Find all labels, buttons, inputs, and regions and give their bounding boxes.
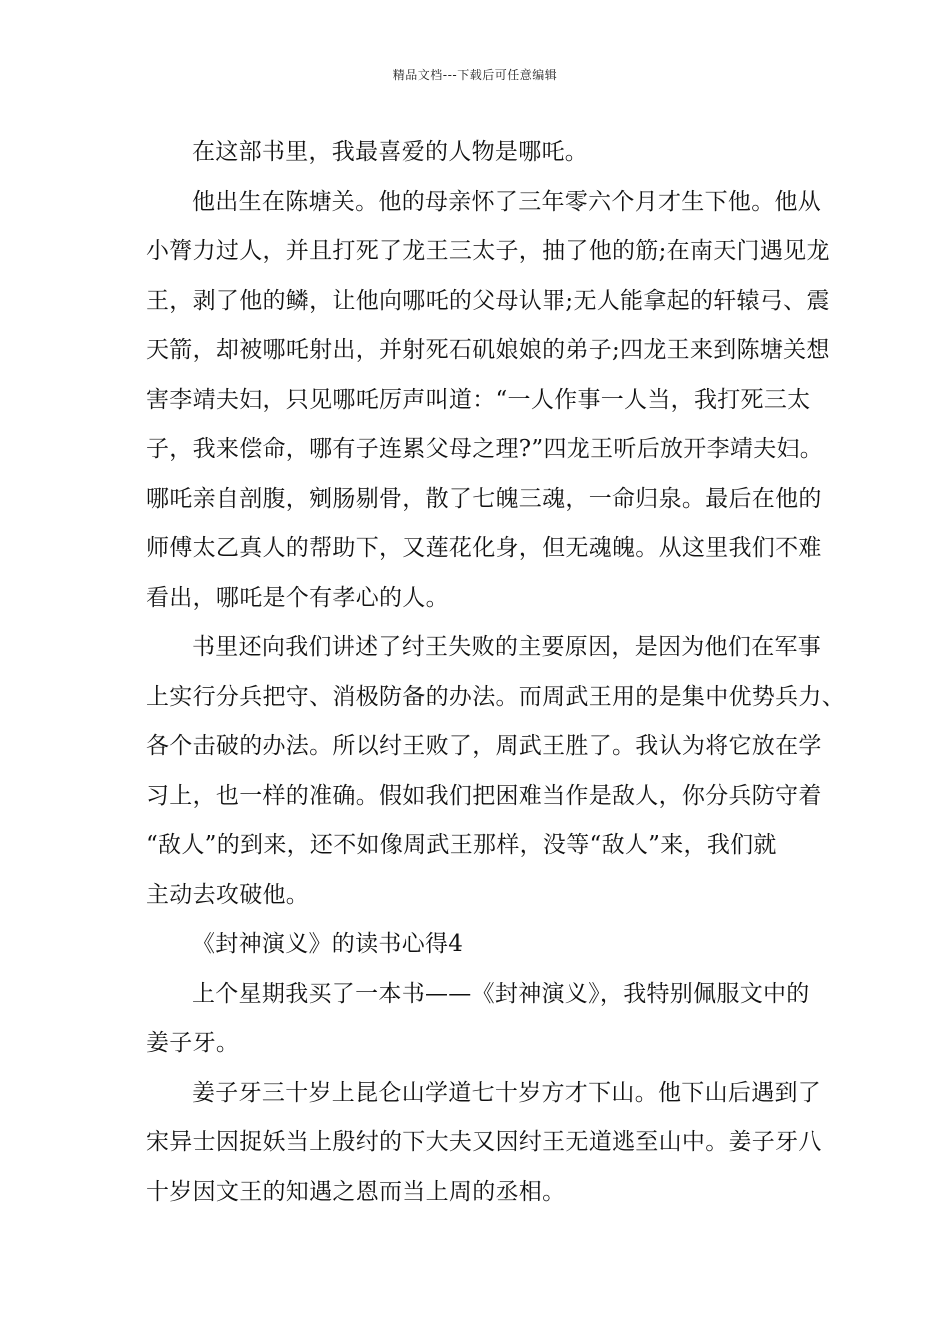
paragraph-line: 习上，也一样的准确。假如我们把困难当作是敌人，你分兵防守着 — [146, 782, 822, 809]
paragraph-line: 十岁因文王的知遇之恩而当上周的丞相。 — [146, 1178, 566, 1205]
paragraph-line: 书里还向我们讲述了纣王失败的主要原因，是因为他们在军事 — [192, 634, 822, 660]
paragraph-line: 他出生在陈塘关。他的母亲怀了三年零六个月才生下他。他从 — [192, 188, 822, 215]
paragraph-line: 主动去攻破他。 — [146, 881, 310, 908]
paragraph-line: 宋异士因捉妖当上殷纣的下大夫又因纣王无道逃至山中。姜子牙八 — [146, 1129, 822, 1155]
paragraph-line: 小膂力过人，并且打死了龙王三太子，抽了他的筋;在南天门遇见龙 — [146, 238, 830, 264]
page-header: 精品文档---下载后可任意编辑 — [392, 68, 558, 82]
paragraph-line: “敌人”的到来，还不如像周武王那样，没等“敌人”来，我们就 — [146, 832, 777, 858]
document-body — [146, 128, 845, 1217]
section-heading: 《封神演义》的读书心得4 — [192, 931, 464, 957]
paragraph-line: 哪吒亲自剖腹，剜肠剔骨，散了七魄三魂，一命归泉。最后在他的 — [146, 485, 822, 512]
paragraph-line: 各个击破的办法。所以纣王败了，周武王胜了。我认为将它放在学 — [146, 733, 822, 759]
paragraph-line: 害李靖夫妇，只见哪吒厉声叫道：“一人作事一人当，我打死三太 — [146, 386, 811, 413]
paragraph-line: 姜子牙。 — [146, 1030, 240, 1056]
paragraph-line: 师傅太乙真人的帮助下，又莲花化身，但无魂魄。从这里我们不难 — [146, 535, 822, 561]
paragraph-line: 上个星期我买了一本书——《封神演义》，我特别佩服文中的 — [192, 980, 810, 1007]
paragraph-line: 王，剥了他的鳞，让他向哪吒的父母认罪;无人能拿起的轩辕弓、震 — [146, 287, 830, 314]
paragraph-line: 子，我来偿命，哪有子连累父母之理?”四龙王听后放开李靖夫妇。 — [146, 436, 824, 462]
paragraph-line: 上实行分兵把守、消极防备的办法。而周武王用的是集中优势兵力、 — [146, 683, 845, 710]
paragraph-line: 在这部书里，我最喜爱的人物是哪吒。 — [192, 139, 589, 165]
paragraph-line: 姜子牙三十岁上昆仑山学道七十岁方才下山。他下山后遇到了 — [192, 1079, 822, 1106]
paragraph-line: 天箭，却被哪吒射出，并射死石矶娘娘的弟子;四龙王来到陈塘关想 — [146, 337, 830, 363]
paragraph-line: 看出，哪吒是个有孝心的人。 — [146, 584, 449, 611]
